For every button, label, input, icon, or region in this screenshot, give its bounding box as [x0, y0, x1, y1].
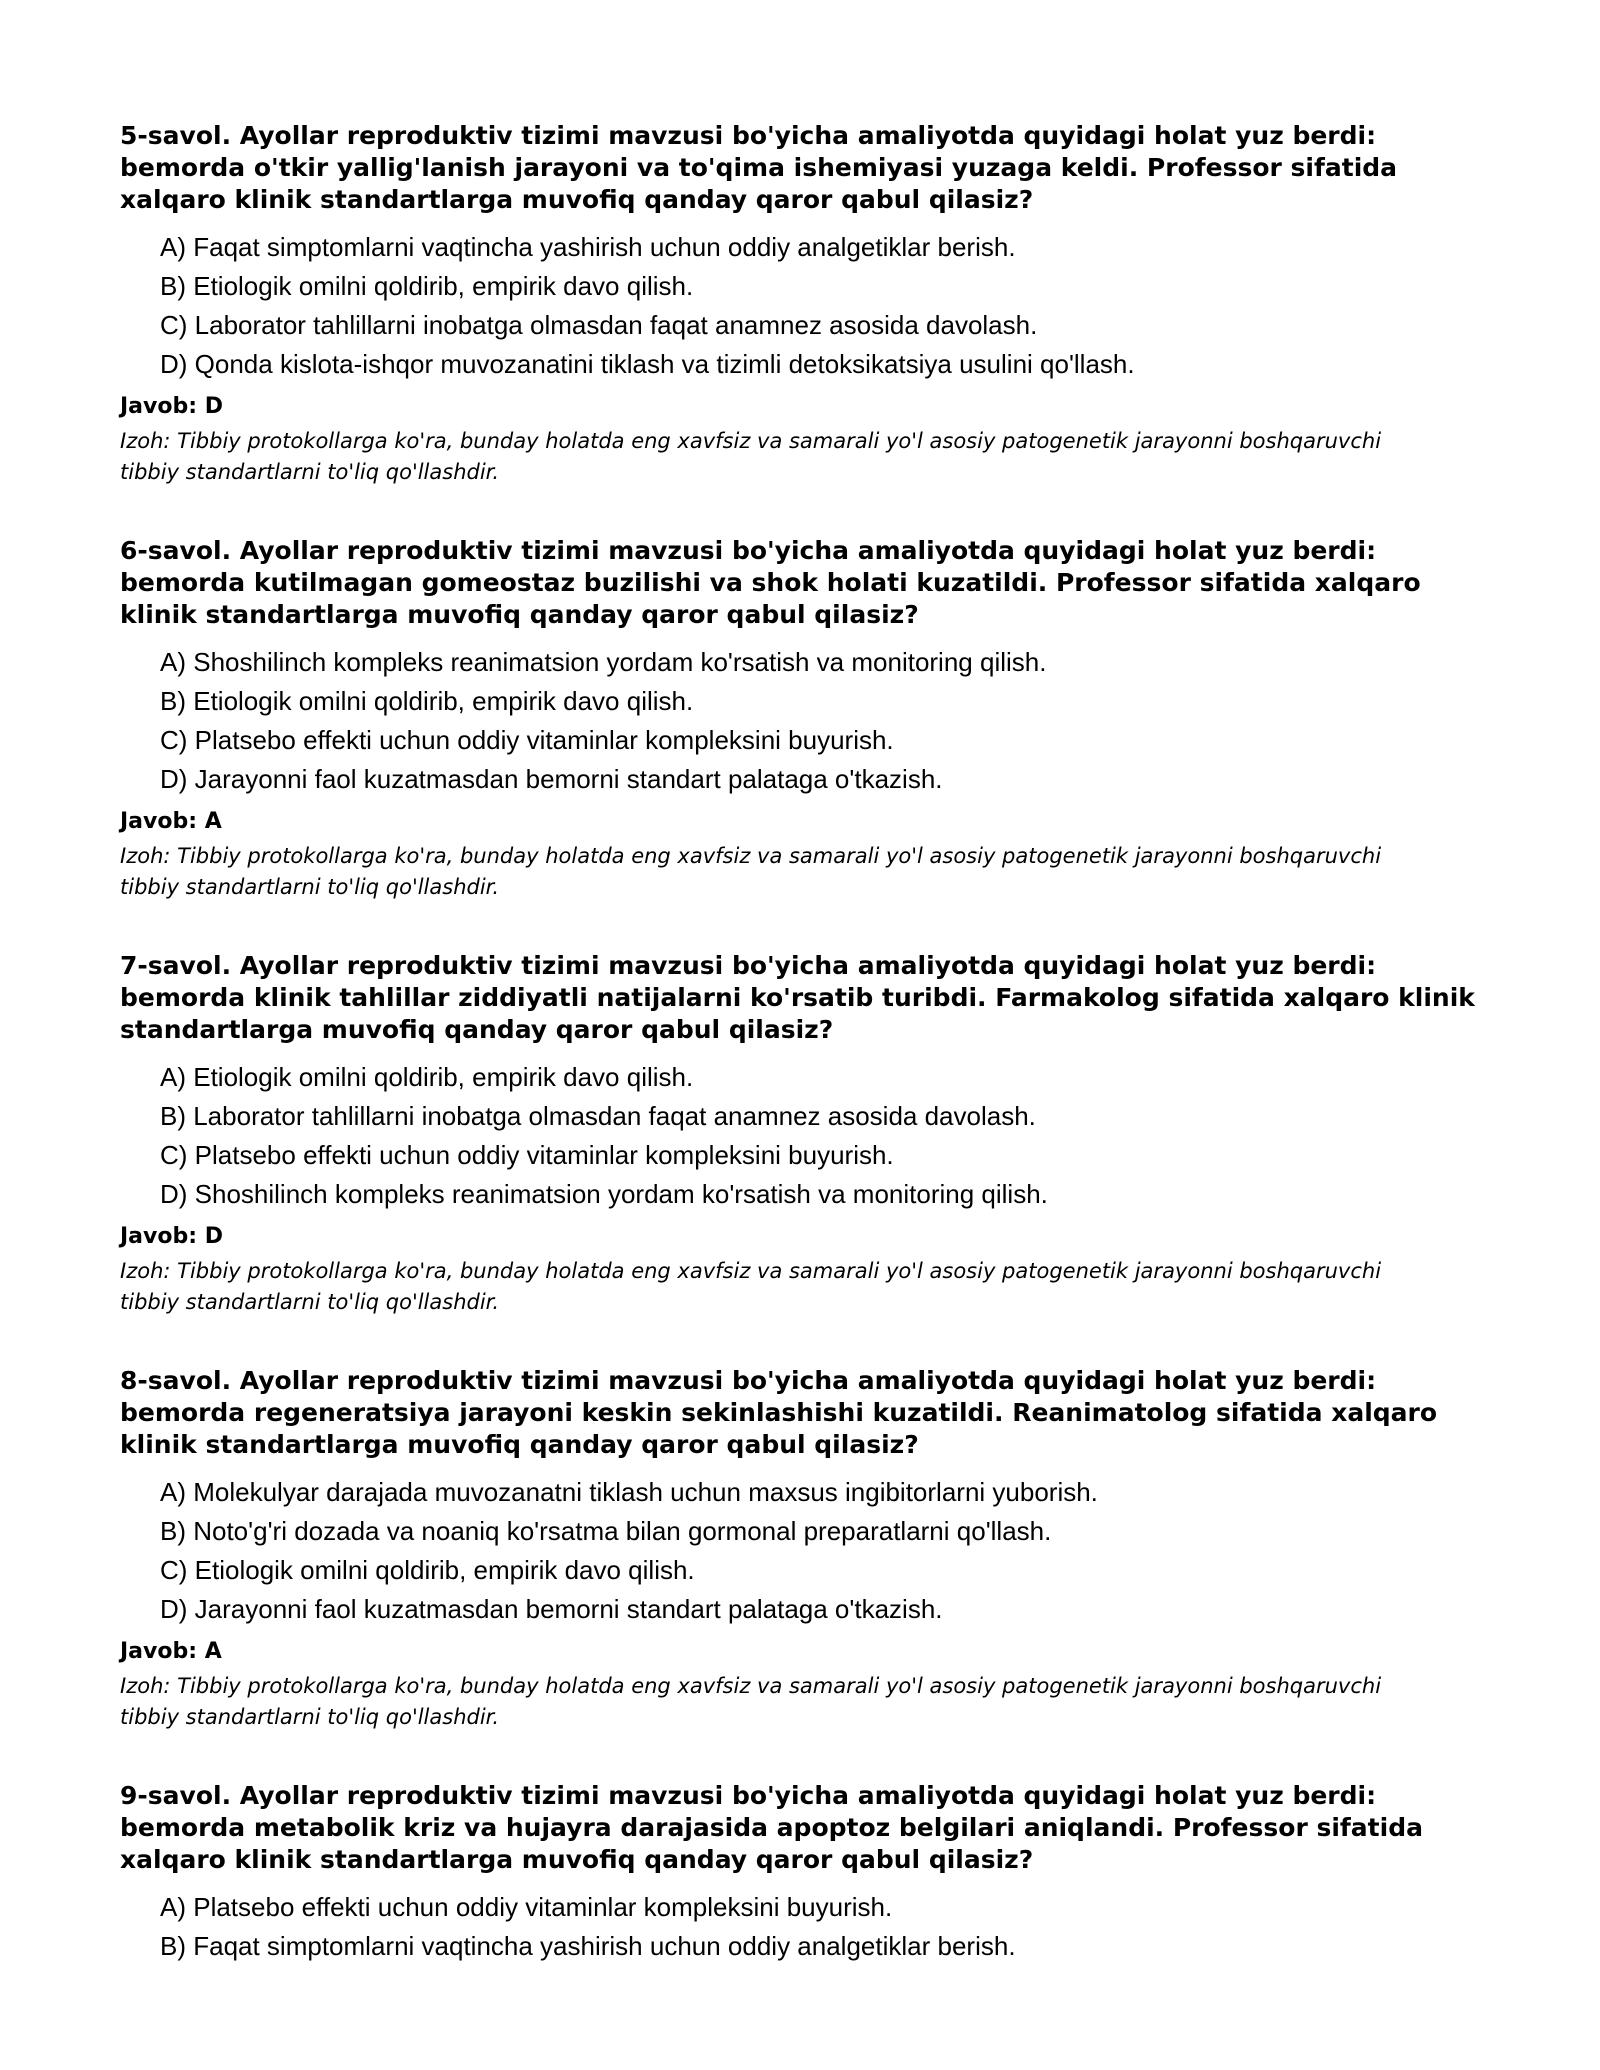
document-page [120, 120, 1480, 2013]
explanation-note: Izoh: Tibbiy protokollarga ko'ra, bunday holatda eng xavfsiz va samarali yo'l asosiy patogenetik jarayonni boshqaruvchi tibbiy standartlarni to'liq qo'llashdir. [120, 844, 1382, 899]
question-block [120, 120, 1480, 488]
answer-options [120, 1058, 1480, 1214]
answer-option: A) Faqat simptomlarni vaqtincha yashirish uchun oddiy analgetiklar berish. [160, 232, 1016, 262]
answer-option: B) Etiologik omilni qoldirib, empirik davo qilish. [160, 686, 694, 716]
answer-options [120, 228, 1480, 384]
answer-option: C) Laborator tahlillarni inobatga olmasdan faqat anamnez asosida davolash. [160, 310, 1038, 340]
question-title: 6-savol. Ayollar reproduktiv tizimi mavzusi bo'yicha amaliyotda quyidagi holat yuz berdi: bemorda kutilmagan gomeostaz buzilishi va shok holati kuzatildi. Professor sifatida xalqaro klinik standartlarga muvofiq qanday qaror qabul qilasiz? [120, 536, 1421, 629]
question-block [120, 1365, 1480, 1733]
answer-options [120, 1888, 1480, 1966]
answer-option: C) Platsebo effekti uchun oddiy vitaminlar kompleksini buyurish. [160, 725, 894, 755]
answer-options [120, 1473, 1480, 1629]
answer-option: C) Platsebo effekti uchun oddiy vitaminlar kompleksini buyurish. [160, 1140, 894, 1170]
answer-options [120, 643, 1480, 799]
explanation-note: Izoh: Tibbiy protokollarga ko'ra, bunday holatda eng xavfsiz va samarali yo'l asosiy patogenetik jarayonni boshqaruvchi tibbiy standartlarni to'liq qo'llashdir. [120, 1259, 1382, 1314]
answer-option: D) Qonda kislota-ishqor muvozanatini tiklash va tizimli detoksikatsiya usulini qo'llash. [160, 349, 1135, 379]
question-title: 5-savol. Ayollar reproduktiv tizimi mavzusi bo'yicha amaliyotda quyidagi holat yuz berdi: bemorda o'tkir yallig'lanish jarayoni va to'qima ishemiyasi yuzaga keldi. Professor sifatida xalqaro klinik standartlarga muvofiq qanday qaror qabul qilasiz? [120, 121, 1398, 214]
answer-option: B) Faqat simptomlarni vaqtincha yashirish uchun oddiy analgetiklar berish. [160, 1931, 1016, 1961]
question-block [120, 950, 1480, 1318]
correct-answer: Javob: D [120, 1224, 223, 1249]
answer-option: A) Molekulyar darajada muvozanatni tiklash uchun maxsus ingibitorlarni yuborish. [160, 1477, 1098, 1507]
answer-option: A) Etiologik omilni qoldirib, empirik davo qilish. [160, 1062, 694, 1092]
question-title: 9-savol. Ayollar reproduktiv tizimi mavzusi bo'yicha amaliyotda quyidagi holat yuz berdi: bemorda metabolik kriz va hujayra darajasida apoptoz belgilari aniqlandi. Professor sifatida xalqaro klinik standartlarga muvofiq qanday qaror qabul qilasiz? [120, 1781, 1423, 1874]
question-block [120, 1780, 1480, 1966]
answer-option: A) Platsebo effekti uchun oddiy vitaminlar kompleksini buyurish. [160, 1892, 893, 1922]
question-block [120, 535, 1480, 903]
explanation-note: Izoh: Tibbiy protokollarga ko'ra, bunday holatda eng xavfsiz va samarali yo'l asosiy patogenetik jarayonni boshqaruvchi tibbiy standartlarni to'liq qo'llashdir. [120, 429, 1382, 484]
question-title: 8-savol. Ayollar reproduktiv tizimi mavzusi bo'yicha amaliyotda quyidagi holat yuz berdi: bemorda regeneratsiya jarayoni keskin sekinlashishi kuzatildi. Reanimatolog sifatida xalqaro klinik standartlarga muvofiq qanday qaror qabul qilasiz? [120, 1366, 1438, 1459]
correct-answer: Javob: D [120, 394, 223, 419]
correct-answer: Javob: A [120, 1639, 222, 1664]
answer-option: A) Shoshilinch kompleks reanimatsion yordam ko'rsatish va monitoring qilish. [160, 647, 1047, 677]
answer-option: B) Etiologik omilni qoldirib, empirik davo qilish. [160, 271, 694, 301]
correct-answer: Javob: A [120, 809, 222, 834]
answer-option: B) Noto'g'ri dozada va noaniq ko'rsatma bilan gormonal preparatlarni qo'llash. [160, 1516, 1052, 1546]
answer-option: D) Jarayonni faol kuzatmasdan bemorni standart palataga o'tkazish. [160, 764, 943, 794]
answer-option: D) Jarayonni faol kuzatmasdan bemorni standart palataga o'tkazish. [160, 1594, 943, 1624]
answer-option: B) Laborator tahlillarni inobatga olmasdan faqat anamnez asosida davolash. [160, 1101, 1036, 1131]
question-title: 7-savol. Ayollar reproduktiv tizimi mavzusi bo'yicha amaliyotda quyidagi holat yuz berdi: bemorda klinik tahlillar ziddiyatli natijalarni ko'rsatib turibdi. Farmakolog sifatida xalqaro klinik standartlarga muvofiq qanday qaror qabul qilasiz? [120, 951, 1475, 1044]
answer-option: C) Etiologik omilni qoldirib, empirik davo qilish. [160, 1555, 695, 1585]
explanation-note: Izoh: Tibbiy protokollarga ko'ra, bunday holatda eng xavfsiz va samarali yo'l asosiy patogenetik jarayonni boshqaruvchi tibbiy standartlarni to'liq qo'llashdir. [120, 1674, 1382, 1729]
answer-option: D) Shoshilinch kompleks reanimatsion yordam ko'rsatish va monitoring qilish. [160, 1179, 1048, 1209]
